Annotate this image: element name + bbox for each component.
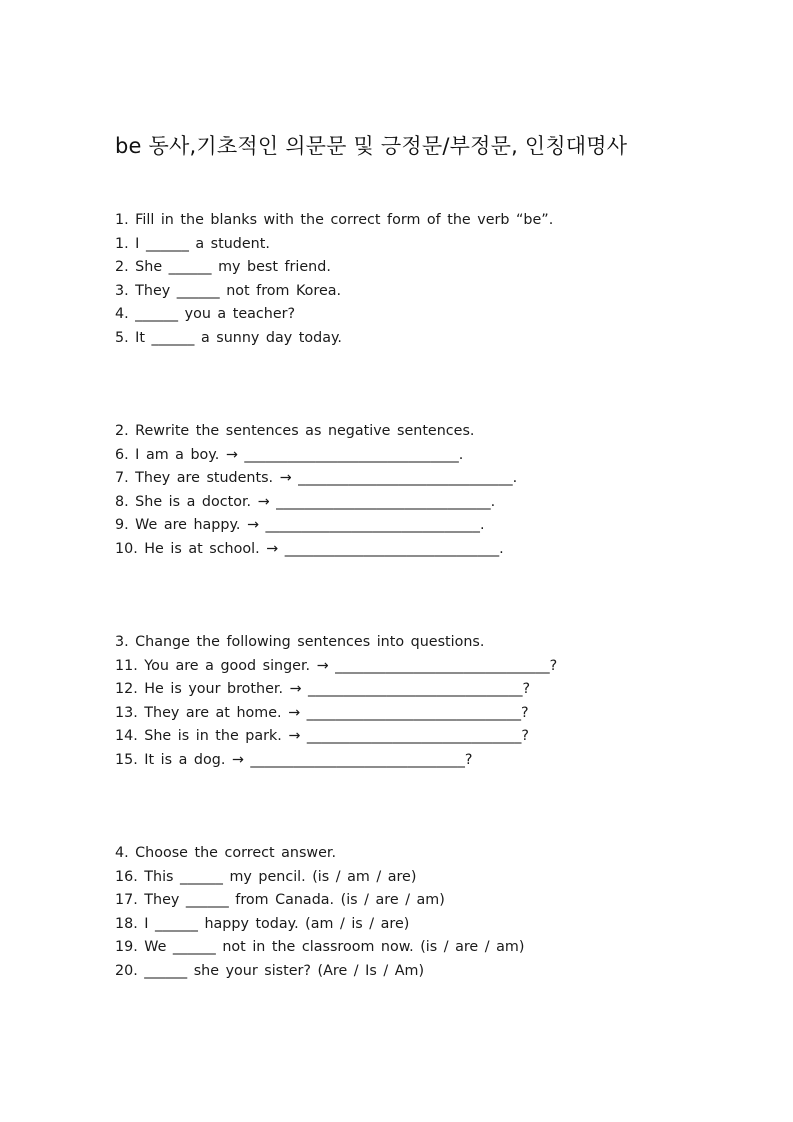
- section-heading: 3. Change the following sentences into questions.: [115, 634, 485, 650]
- exercise-item: 14. She is in the park. → ______________________________?: [115, 728, 529, 745]
- exercise-item: 20. ______ she your sister? (Are / Is / Am): [115, 962, 425, 979]
- exercise-item: 1. I ______ a student.: [115, 235, 270, 252]
- exercise-item: 6. I am a boy. → ______________________________.: [115, 446, 464, 463]
- exercise-item: 15. It is a dog. → ______________________________?: [115, 751, 473, 768]
- exercise-item: 13. They are at home. → ______________________________?: [115, 704, 529, 721]
- page-title: be 동사,기초적인 의문문 및 긍정문/부정문, 인칭대명사: [115, 134, 628, 158]
- section-fill-in-blanks: [115, 209, 735, 351]
- exercise-item: 10. He is at school. → ______________________________.: [115, 540, 504, 557]
- exercise-item: 17. They ______ from Canada. (is / are / am): [115, 892, 445, 909]
- exercise-item: 2. She ______ my best friend.: [115, 259, 331, 276]
- section-heading: 4. Choose the correct answer.: [115, 845, 336, 861]
- exercise-item: 8. She is a doctor. → ______________________________.: [115, 493, 496, 510]
- exercise-item: 7. They are students. → ______________________________.: [115, 470, 518, 487]
- exercise-item: 16. This ______ my pencil. (is / am / are): [115, 868, 417, 885]
- exercise-item: 11. You are a good singer. → ______________________________?: [115, 657, 558, 674]
- exercise-item: 19. We ______ not in the classroom now. (is / are / am): [115, 939, 525, 956]
- section-choose-answer: [115, 842, 735, 984]
- section-heading: 1. Fill in the blanks with the correct form of the verb “be”.: [115, 212, 554, 228]
- exercise-item: 4. ______ you a teacher?: [115, 306, 296, 323]
- exercise-item: 12. He is your brother. → ______________________________?: [115, 681, 531, 698]
- exercise-item: 18. I ______ happy today. (am / is / are): [115, 915, 410, 932]
- exercise-item: 3. They ______ not from Korea.: [115, 282, 342, 299]
- exercise-item: 9. We are happy. → ______________________________.: [115, 517, 485, 534]
- section-negative-sentences: [115, 420, 735, 562]
- section-questions: [115, 631, 735, 773]
- section-heading: 2. Rewrite the sentences as negative sentences.: [115, 423, 475, 439]
- exercise-item: 5. It ______ a sunny day today.: [115, 329, 342, 346]
